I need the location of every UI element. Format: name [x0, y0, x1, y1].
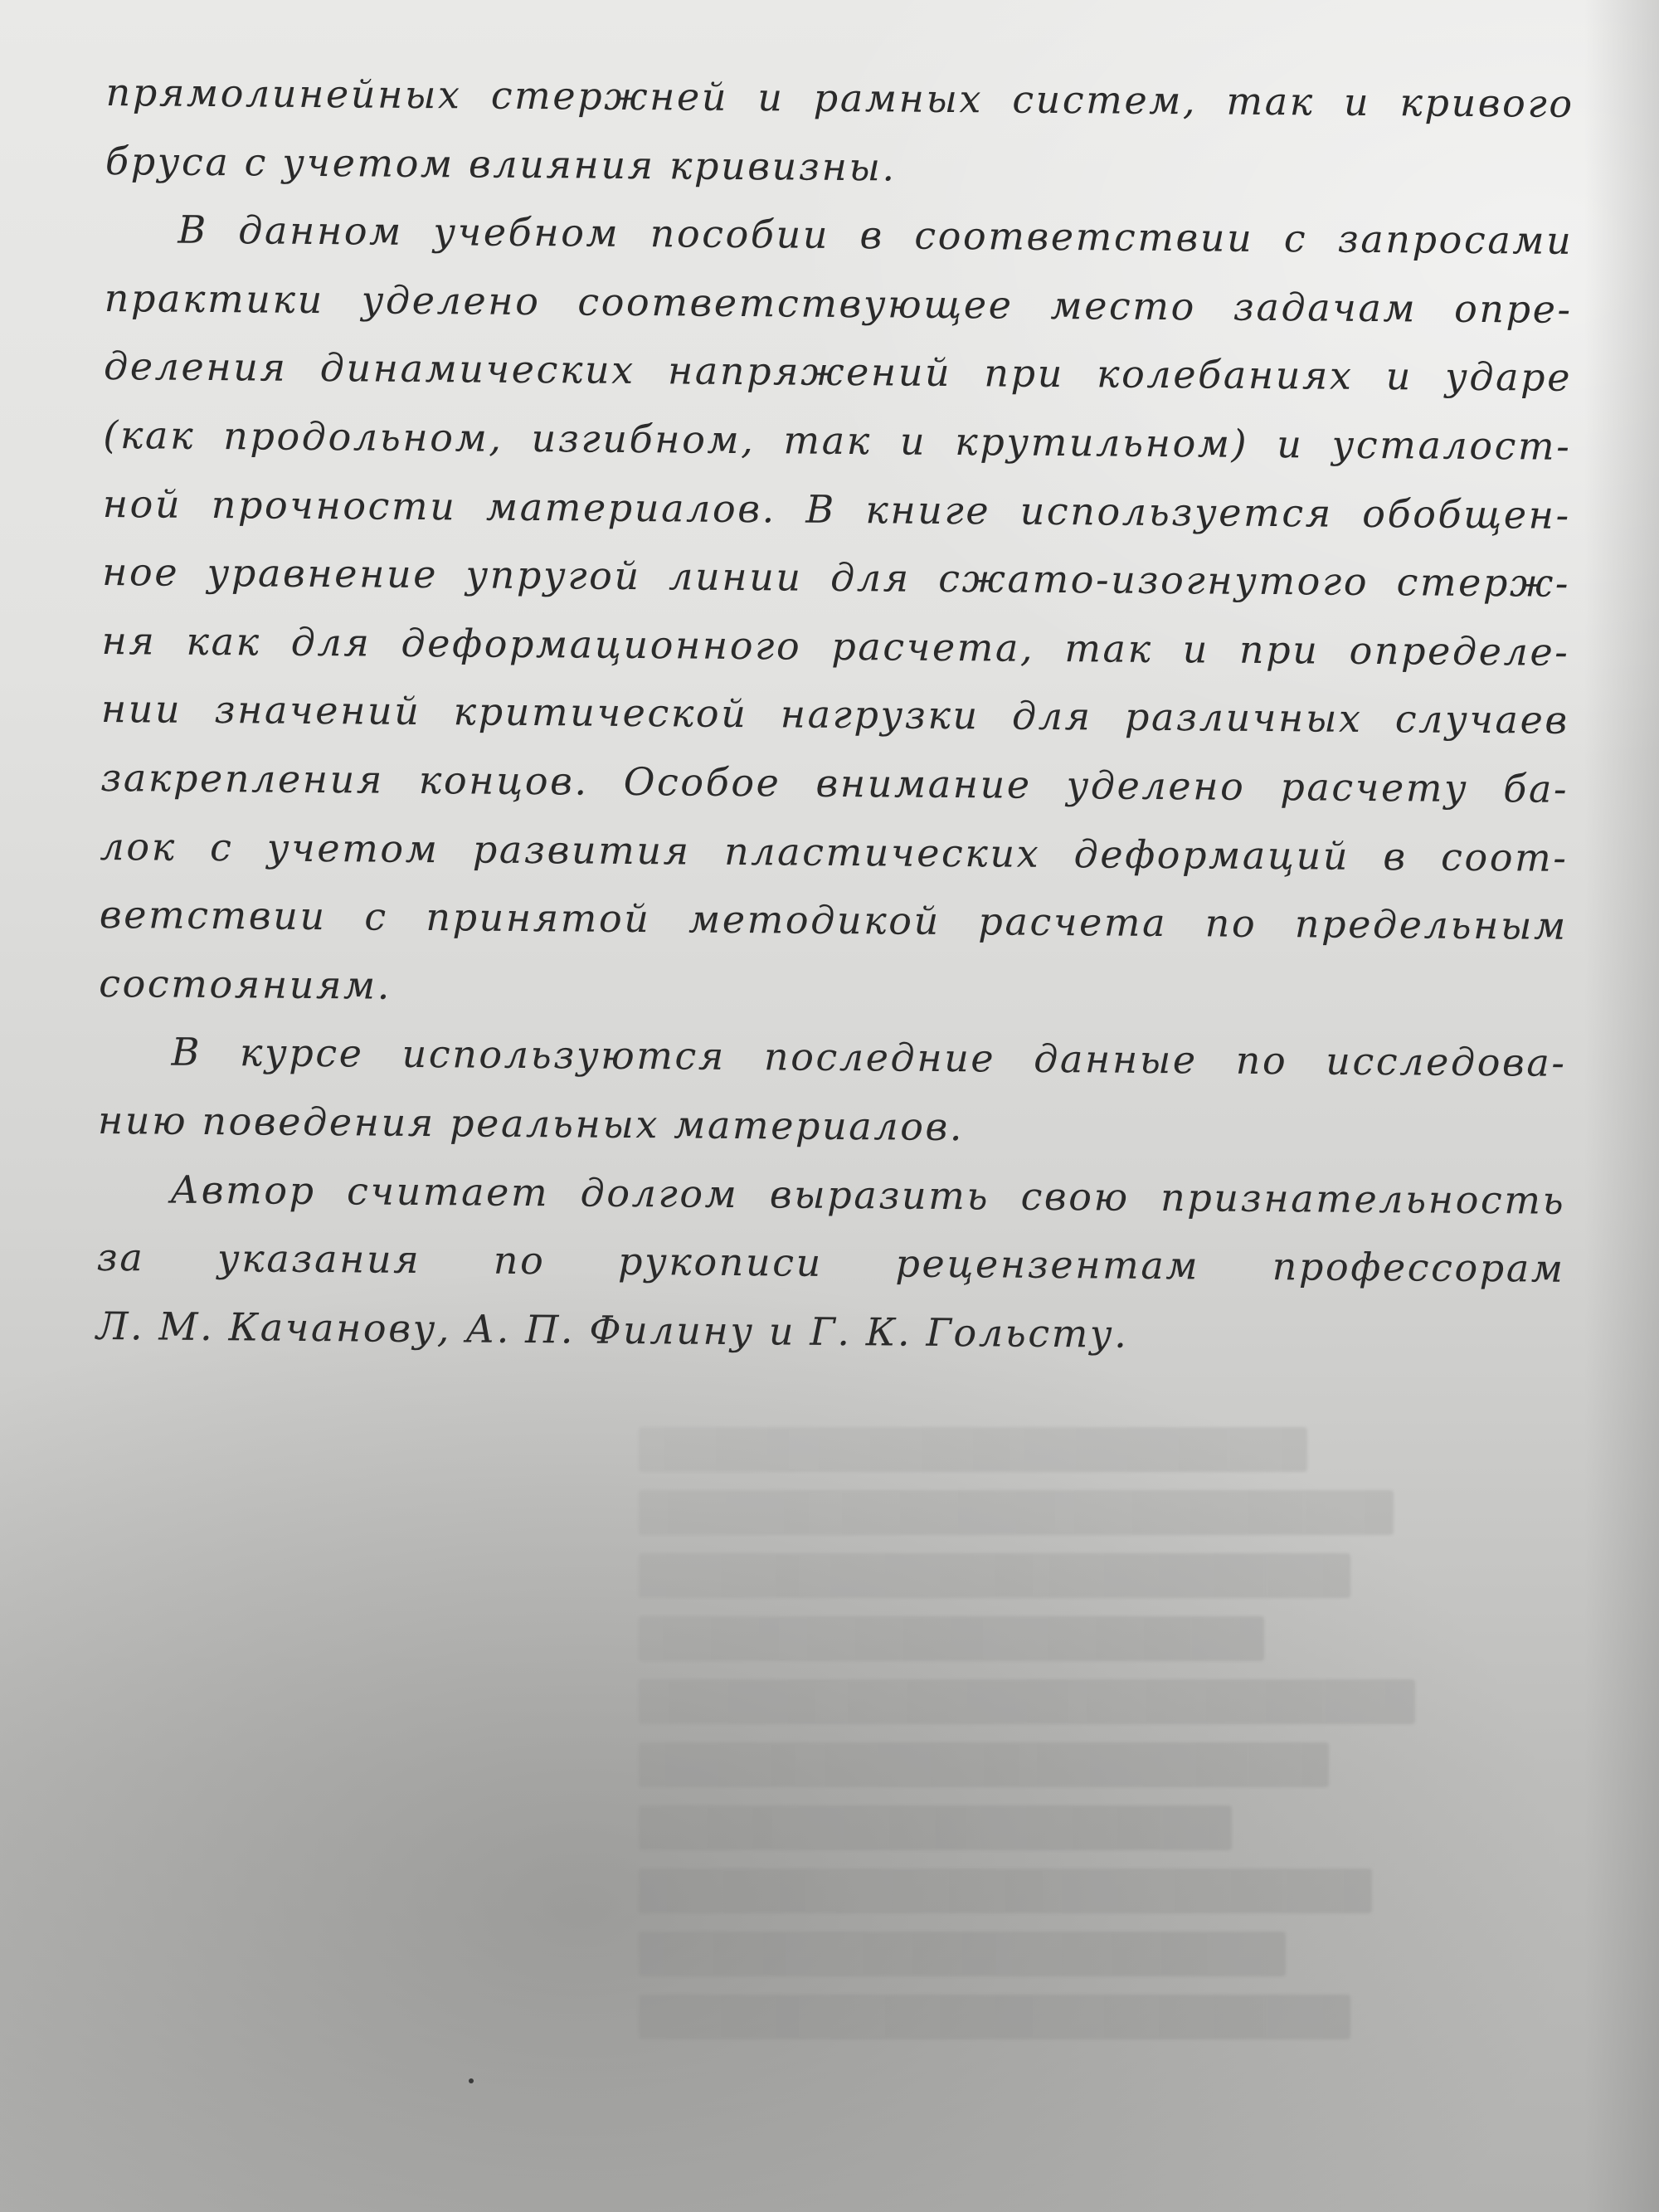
text-line: нию поведения реальных материалов. — [97, 1097, 965, 1150]
text-line: В данном учебном пособии в соответствии с запросами — [178, 207, 1574, 264]
text-line: состояниям. — [99, 960, 392, 1008]
paragraph — [96, 1154, 1566, 1372]
text-line: деления динамических напряжений при колебаниях и ударе — [103, 343, 1573, 401]
paragraph — [98, 1017, 1567, 1166]
text-line: нии значений критической нагрузки для различных случаев — [100, 686, 1569, 743]
text-line: Л. М. Качанову, А. П. Филину и Г. К. Гольсту. — [95, 1303, 1129, 1357]
text-line: В курсе используются последние данные по исследова- — [171, 1029, 1567, 1086]
text-line: Автор считает долгом выразить свою признательность — [170, 1167, 1566, 1223]
show-through-text — [531, 1427, 1609, 2174]
paragraph — [105, 58, 1574, 207]
text-line: (как продольном, изгибном, так и крутильном) и усталост- — [103, 412, 1572, 469]
text-line: ной прочности материалов. В книге используется обобщен- — [102, 480, 1571, 538]
text-line: бруса с учетом влияния кривизны. — [105, 138, 897, 190]
text-line: прямолинейных стержней и рамных систем, так и кривого — [105, 69, 1574, 126]
text-line: закрепления концов. Особое внимание уделено расчету ба- — [100, 754, 1569, 811]
text-line: ня как для деформационного расчета, так и при определе- — [101, 617, 1570, 675]
text-line: за указания по рукописи рецензентам профессорам — [96, 1235, 1565, 1291]
body-text — [96, 58, 1574, 1372]
paragraph — [99, 195, 1574, 1029]
speck — [469, 2078, 474, 2083]
text-line: ное уравнение упругой линии для сжато-изогнутого стерж- — [101, 549, 1571, 607]
text-line: ветствии с принятой методикой расчета по предельным — [99, 892, 1569, 948]
text-line: практики уделено соответствующее место задачам опре- — [104, 275, 1573, 332]
text-line: лок с учетом развития пластических деформаций в соот- — [100, 823, 1569, 880]
